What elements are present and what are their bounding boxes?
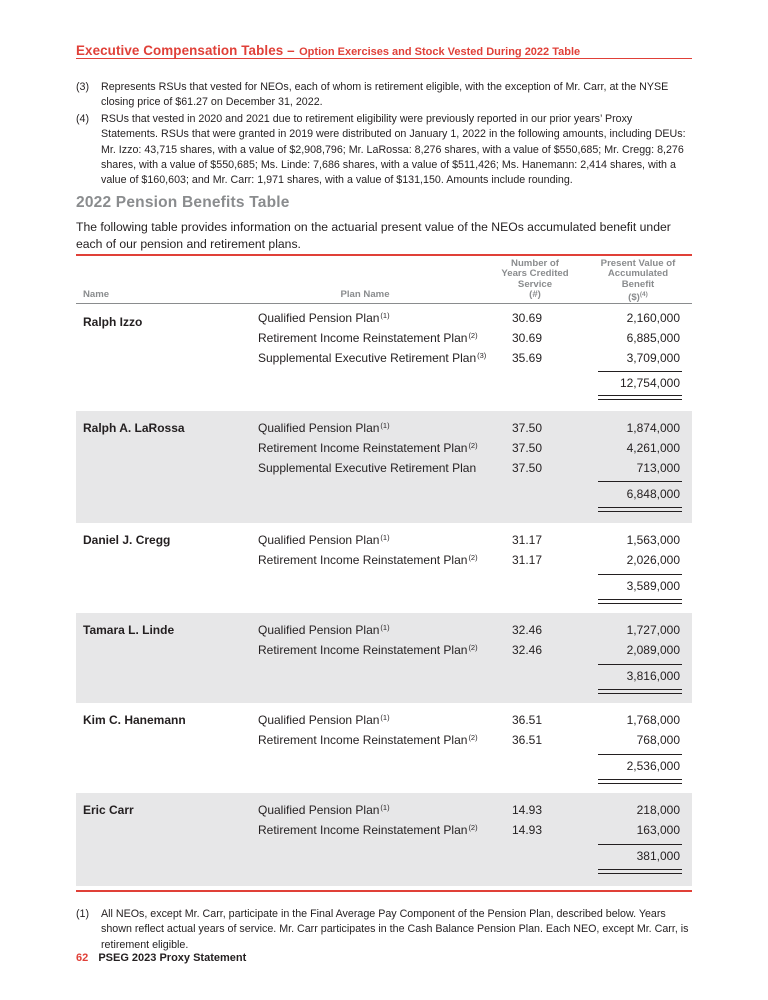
plan-label: Retirement Income Reinstatement Plan (258, 823, 468, 837)
double-underline (598, 869, 682, 874)
table-row (76, 803, 692, 823)
plan-name (258, 803, 390, 817)
plan-name (258, 461, 477, 475)
table-group (76, 411, 692, 523)
table-group (76, 793, 692, 886)
total-value: 2,536,000 (626, 759, 680, 773)
present-value: 163,000 (636, 823, 680, 837)
plan-name (258, 553, 478, 567)
header-line: (#) (529, 289, 541, 301)
neo-name: Daniel J. Cregg (83, 533, 171, 547)
plan-label: Retirement Income Reinstatement Plan (258, 441, 468, 455)
neo-name: Ralph A. LaRossa (83, 421, 185, 435)
table-row (76, 733, 692, 753)
table-bottom-rule (76, 890, 692, 892)
total-value: 6,848,000 (626, 487, 680, 501)
plan-name (258, 713, 390, 727)
header-line: Benefit (621, 278, 655, 290)
table-group (76, 703, 692, 793)
double-underline (598, 395, 682, 400)
years-credited: 32.46 (511, 623, 543, 637)
double-underline (598, 779, 682, 784)
footnote (76, 907, 692, 953)
total-value: 3,816,000 (626, 669, 680, 683)
subtotal-rule (598, 481, 682, 482)
present-value: 1,727,000 (626, 623, 680, 637)
years-credited: 32.46 (511, 643, 543, 657)
plan-label: Supplemental Executive Retirement Plan (258, 461, 477, 475)
table-row (76, 623, 692, 643)
table-top-rule (76, 254, 692, 256)
double-underline (598, 599, 682, 604)
plan-label: Supplemental Executive Retirement Plan (258, 351, 477, 365)
footnote-text: RSUs that vested in 2020 and 2021 due to retirement eligibility were previously reported in our prior years’ Proxy Statements. RSUs that were granted in 2019 were distributed on January 1, 2022 in the following amounts, including DEUs: Mr. Izzo: 43,715 shares, with a value of $2,908,796; Mr. LaRossa: 8,276 shares, with a value of $550,685; Mr. Cregg: 8,276 shares, with a value of $550,685; Ms. Linde: 7,686 shares, with a value of $511,426; Ms. Hanemann: 2,414 shares, with a value of $160,603; and Mr. Carr: 1,971 shares, with a value of $131,150. Amounts include rounding. (101, 112, 686, 187)
column-header-years (486, 259, 584, 301)
plan-name (258, 331, 478, 345)
table-row (76, 553, 692, 573)
present-value: 2,089,000 (626, 643, 680, 657)
column-header-present-value (588, 259, 688, 304)
footnote-ref: (2) (468, 823, 478, 832)
present-value: 6,885,000 (626, 331, 680, 345)
plan-name (258, 823, 478, 837)
years-credited: 36.51 (511, 733, 543, 747)
years-credited: 37.50 (511, 441, 543, 455)
present-value: 2,026,000 (626, 553, 680, 567)
plan-name (258, 441, 478, 455)
double-underline (598, 507, 682, 512)
neo-name: Ralph Izzo (83, 315, 143, 329)
column-header-plan: Plan Name (340, 289, 390, 300)
footnote-ref: (1) (380, 311, 390, 320)
table-row (76, 331, 692, 351)
footnote-ref: (3) (477, 351, 487, 360)
double-underline (598, 689, 682, 694)
footnote-ref: (1) (380, 623, 390, 632)
header-line: Present Value of (600, 258, 676, 269)
header-line: Number of (511, 258, 559, 269)
table-row (76, 643, 692, 663)
years-credited: 30.69 (511, 331, 543, 345)
header-line: Service (517, 278, 553, 290)
footnote-marker: (1) (76, 908, 90, 920)
plan-label: Qualified Pension Plan (258, 311, 380, 325)
subtotal-rule (598, 664, 682, 665)
footnote-ref: (1) (380, 421, 390, 430)
subtotal-rule (598, 574, 682, 575)
header-subsection: Option Exercises and Stock Vested During 2022 Table (299, 46, 581, 58)
neo-name: Tamara L. Linde (83, 623, 175, 637)
footnotes-bottom (76, 907, 692, 954)
footnote-ref: (2) (468, 553, 478, 562)
footnote-ref: (2) (468, 643, 478, 652)
total-value: 12,754,000 (619, 376, 680, 390)
header-line: Accumulated (607, 268, 669, 280)
table-row (76, 533, 692, 553)
plan-label: Qualified Pension Plan (258, 623, 380, 637)
document-title: PSEG 2023 Proxy Statement (98, 952, 247, 964)
page-number: 62 (76, 952, 89, 964)
plan-name (258, 533, 390, 547)
plan-label: Qualified Pension Plan (258, 421, 380, 435)
intro-paragraph: The following table provides information on the actuarial present value of the NEOs accumulated benefit under each of our pension and retirement plans. (76, 220, 671, 251)
present-value: 713,000 (636, 461, 680, 475)
footnote-ref: (2) (468, 441, 478, 450)
plan-name (258, 351, 486, 365)
table-row (76, 713, 692, 733)
table-row (76, 823, 692, 843)
present-value: 1,768,000 (626, 713, 680, 727)
years-credited: 31.17 (511, 533, 543, 547)
footnote-ref: (1) (380, 533, 390, 542)
footnote-ref: (2) (468, 733, 478, 742)
header-rule (76, 58, 692, 59)
table-row (76, 351, 692, 371)
plan-name (258, 643, 478, 657)
table-group (76, 305, 692, 405)
present-value: 1,874,000 (626, 421, 680, 435)
table-row (76, 441, 692, 461)
footnote (76, 112, 692, 189)
footnote-text: Represents RSUs that vested for NEOs, each of whom is retirement eligible, with the exception of Mr. Carr, at the NYSE closing price of $61.27 on December 31, 2022. (101, 81, 669, 109)
years-credited: 37.50 (511, 421, 543, 435)
header-footnote-ref: (4) (639, 291, 648, 299)
page-footer (76, 952, 246, 964)
plan-name (258, 311, 390, 325)
table-row (76, 311, 692, 331)
section-title: 2022 Pension Benefits Table (76, 194, 290, 211)
years-credited: 14.93 (511, 803, 543, 817)
header-line (588, 290, 688, 304)
footnote (76, 80, 692, 111)
plan-label: Retirement Income Reinstatement Plan (258, 643, 468, 657)
years-credited: 36.51 (511, 713, 543, 727)
subtotal-rule (598, 371, 682, 372)
footnote-marker: (3) (76, 81, 90, 93)
footnote-marker: (4) (76, 112, 90, 125)
plan-label: Retirement Income Reinstatement Plan (258, 733, 468, 747)
header-unit: ($) (628, 292, 640, 304)
subtotal-rule (598, 844, 682, 845)
present-value: 1,563,000 (626, 533, 680, 547)
plan-label: Qualified Pension Plan (258, 713, 380, 727)
plan-label: Qualified Pension Plan (258, 803, 380, 817)
table-group (76, 613, 692, 703)
neo-name: Eric Carr (83, 803, 134, 817)
footnote-ref: (2) (468, 331, 478, 340)
plan-name (258, 733, 478, 747)
subtotal-rule (598, 754, 682, 755)
table-row (76, 461, 692, 481)
plan-label: Retirement Income Reinstatement Plan (258, 331, 468, 345)
footnote-ref: (1) (380, 713, 390, 722)
footnote-text: All NEOs, except Mr. Carr, participate in the Final Average Pay Component of the Pension Plan, described below. Years shown reflect actual years of service. Mr. Carr participates in the Cash Balance Pension Plan. Each NEO, except Mr. Carr, is retirement eligible. (101, 908, 689, 951)
column-header-name: Name (83, 289, 110, 300)
years-credited: 35.69 (511, 351, 543, 365)
table-group (76, 523, 692, 613)
present-value: 218,000 (636, 803, 680, 817)
footnotes-top (76, 80, 692, 190)
header-section: Executive Compensation Tables – (76, 43, 295, 58)
plan-name (258, 623, 390, 637)
total-value: 3,589,000 (626, 579, 680, 593)
plan-label: Retirement Income Reinstatement Plan (258, 553, 468, 567)
present-value: 3,709,000 (626, 351, 680, 365)
years-credited: 37.50 (511, 461, 543, 475)
plan-label: Qualified Pension Plan (258, 533, 380, 547)
present-value: 768,000 (636, 733, 680, 747)
header-rule (76, 303, 692, 304)
total-value: 381,000 (636, 849, 680, 863)
footnote-ref: (1) (380, 803, 390, 812)
present-value: 2,160,000 (626, 311, 680, 325)
years-credited: 31.17 (511, 553, 543, 567)
present-value: 4,261,000 (626, 441, 680, 455)
plan-name (258, 421, 390, 435)
table-row (76, 421, 692, 441)
neo-name: Kim C. Hanemann (83, 713, 186, 727)
years-credited: 14.93 (511, 823, 543, 837)
header-line: Years Credited (501, 268, 569, 280)
years-credited: 30.69 (511, 311, 543, 325)
